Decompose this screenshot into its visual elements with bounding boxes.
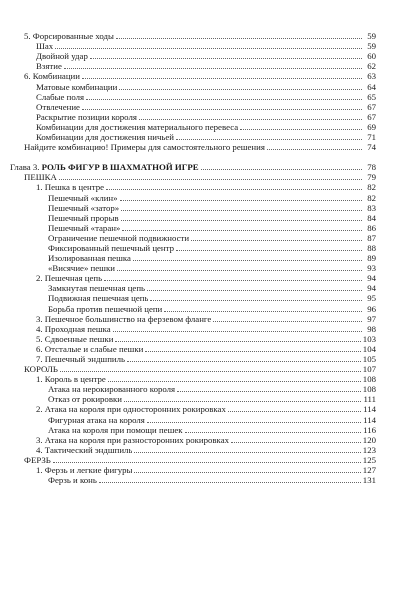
toc-entry[interactable]: [10, 253, 376, 263]
toc-entry[interactable]: [10, 61, 376, 71]
toc-entry[interactable]: [10, 192, 376, 202]
leader-dots: [108, 381, 361, 382]
toc-entry-title: Фиксированный пешечный центр: [48, 242, 174, 253]
toc-page-number: 86: [367, 222, 376, 233]
toc-entry-title: 1. Пешка в центре: [36, 182, 104, 193]
toc-entry-title: Пешечный «таран»: [48, 222, 121, 233]
toc-section-top: [10, 31, 376, 152]
toc-page-number: 74: [367, 142, 376, 153]
toc-page-number: 105: [362, 354, 376, 364]
toc-entry-title: Отказ от рокировки: [48, 394, 122, 405]
toc-entry[interactable]: [10, 354, 376, 364]
toc-entry[interactable]: [10, 51, 376, 61]
toc-entry[interactable]: [10, 334, 376, 344]
leader-dots: [185, 432, 362, 433]
toc-page-number: 67: [367, 111, 376, 122]
toc-entry[interactable]: [10, 102, 376, 112]
toc-entry-title: 4. Проходная пешка: [36, 323, 111, 334]
leader-dots: [127, 361, 361, 362]
toc-entry[interactable]: [10, 142, 376, 152]
leader-dots: [191, 240, 362, 241]
toc-entry[interactable]: [10, 203, 376, 213]
toc-page-number: 98: [367, 323, 376, 334]
toc-entry[interactable]: [10, 425, 376, 435]
toc-page-number: 93: [367, 263, 376, 274]
toc-entry-title: Пешечный «клин»: [48, 192, 118, 203]
leader-dots: [201, 169, 362, 170]
toc-page-number: 89: [367, 253, 376, 264]
leader-dots: [145, 351, 360, 352]
toc-page-number: 87: [367, 232, 376, 243]
toc-page-number: 123: [362, 444, 376, 455]
toc-page-number: 111: [363, 394, 376, 405]
leader-dots: [164, 311, 362, 312]
toc-page-number: 97: [367, 313, 376, 324]
toc-page-number: 64: [367, 81, 376, 92]
toc-entry-title: Двойной удар: [36, 51, 88, 62]
toc-page-number: 107: [362, 364, 376, 375]
toc-entry-title: 2. Пешечная цепь: [36, 273, 103, 284]
toc-entry-title: Ограничение пешечной подвижности: [48, 232, 190, 243]
toc-entry[interactable]: [10, 132, 376, 142]
toc-entry[interactable]: [10, 213, 376, 223]
toc-entry-title: Пешечный «затор»: [48, 202, 120, 213]
toc-entry-title: 3. Пешечное большинство на ферзевом фланге: [36, 313, 212, 324]
leader-dots: [60, 371, 361, 372]
toc-entry-title: 6. Комбинации: [24, 71, 80, 82]
toc-entry[interactable]: [10, 445, 376, 455]
toc-page-number: 83: [367, 202, 376, 213]
toc-entry-title: Слабые поля: [36, 91, 85, 102]
toc-entry-title: Подвижная пешечная цепь: [48, 293, 149, 304]
toc-entry[interactable]: [10, 182, 376, 192]
toc-entry[interactable]: [10, 273, 376, 283]
toc-entry-title: Борьба против пешечной цепи: [48, 303, 163, 314]
leader-dots: [99, 482, 361, 483]
toc-page-number: 94: [367, 273, 376, 284]
toc-entry[interactable]: [10, 435, 376, 445]
toc-page-number: 71: [367, 132, 376, 143]
toc-page-number: 62: [367, 61, 376, 72]
toc-entry[interactable]: [10, 384, 376, 394]
leader-dots: [113, 331, 362, 332]
leader-dots: [228, 411, 361, 412]
toc-page-number: 103: [362, 333, 376, 344]
chapter-heading[interactable]: [10, 162, 376, 172]
leader-dots: [53, 462, 361, 463]
toc-entry-title: Изолированная пешка: [48, 253, 131, 264]
toc-page-number: 69: [367, 121, 376, 132]
toc-page-number: 88: [367, 242, 376, 253]
toc-entry[interactable]: [10, 41, 376, 51]
leader-dots: [134, 452, 360, 453]
leader-dots: [82, 109, 362, 110]
leader-dots: [121, 220, 362, 221]
toc-page-number: 96: [367, 303, 376, 314]
toc-entry-title: ПЕШКА: [24, 172, 57, 183]
toc-entry[interactable]: [10, 344, 376, 354]
toc-entry-title: ФЕРЗЬ: [24, 454, 51, 465]
toc-entry[interactable]: [10, 475, 376, 485]
toc-entry-title: 5. Сдвоенные пешки: [36, 333, 114, 344]
toc-entry[interactable]: [10, 233, 376, 243]
leader-dots: [150, 300, 362, 301]
toc-entry-title: Атака на короля при помощи пешек: [48, 424, 183, 435]
leader-dots: [115, 341, 360, 342]
leader-dots: [176, 139, 362, 140]
toc-entry[interactable]: [10, 243, 376, 253]
toc-page-number: 108: [362, 374, 376, 385]
toc-entry[interactable]: [10, 293, 376, 303]
toc-page-number: 60: [367, 51, 376, 62]
toc-entry[interactable]: [10, 112, 376, 122]
toc-page-number: 108: [362, 384, 376, 395]
leader-dots: [267, 149, 362, 150]
leader-dots: [147, 290, 362, 291]
leader-dots: [176, 250, 362, 251]
toc-entry-title: 4. Тактический эндшпиль: [36, 444, 133, 455]
leader-dots: [117, 270, 362, 271]
toc-page-number: 104: [362, 343, 376, 354]
toc-entry-title: Замкнутая пешечная цепь: [48, 283, 146, 294]
toc-entry-title: «Висячие» пешки: [48, 263, 115, 274]
leader-dots: [120, 200, 362, 201]
leader-dots: [119, 89, 362, 90]
toc-entry[interactable]: [10, 263, 376, 273]
section-gap: [10, 152, 376, 162]
leader-dots: [90, 58, 362, 59]
toc-entry[interactable]: [10, 122, 376, 132]
toc-entry[interactable]: [10, 172, 376, 182]
toc-page-number: 84: [367, 212, 376, 223]
toc-entry-title: Отвлечение: [36, 101, 80, 112]
toc-entry[interactable]: [10, 404, 376, 414]
toc-page-number: 125: [362, 454, 376, 465]
toc-entry[interactable]: [10, 414, 376, 424]
toc-page-number: 59: [367, 31, 376, 42]
leader-dots: [177, 391, 361, 392]
toc-entry-title: Комбинации для достижения ничьей: [36, 132, 174, 143]
leader-dots: [240, 129, 362, 130]
toc-entry[interactable]: [10, 92, 376, 102]
toc-page-number: 131: [362, 475, 376, 486]
leader-dots: [147, 422, 361, 423]
toc-entry-title: Шах: [36, 41, 54, 52]
toc-entry[interactable]: [10, 364, 376, 374]
toc-page-number: 95: [367, 293, 376, 304]
leader-dots: [116, 38, 362, 39]
toc-entry-title: Комбинации для достижения материального перевеса: [36, 121, 239, 132]
toc-page-number: 82: [367, 182, 376, 193]
leader-dots: [104, 280, 362, 281]
leader-dots: [121, 210, 362, 211]
toc-entry-title: Найдите комбинацию! Примеры для самостоятельного решения: [24, 142, 265, 153]
leader-dots: [59, 179, 362, 180]
toc-entry-title: Взятие: [36, 61, 62, 72]
leader-dots: [213, 321, 362, 322]
toc-page-number: 82: [367, 192, 376, 203]
toc-entry[interactable]: [10, 374, 376, 384]
toc-entry-title: Раскрытие позиции короля: [36, 111, 137, 122]
toc-page-number: 120: [362, 434, 376, 445]
toc-page-number: 67: [367, 101, 376, 112]
toc-page-number: 79: [367, 172, 376, 183]
leader-dots: [106, 189, 362, 190]
toc-entry-title: 1. Король в центре: [36, 374, 106, 385]
leader-dots: [231, 442, 361, 443]
toc-page-number: 116: [363, 424, 376, 435]
toc-entry[interactable]: [10, 465, 376, 475]
toc-entry-title: Матовые комбинации: [36, 81, 118, 92]
leader-dots: [64, 68, 362, 69]
leader-dots: [124, 401, 362, 402]
chapter-name: РОЛЬ ФИГУР В ШАХМАТНОЙ ИГРЕ: [41, 162, 199, 173]
toc-page-number: 127: [362, 465, 376, 476]
toc-page-number: 63: [367, 71, 376, 82]
chapter-title: [10, 162, 199, 172]
leader-dots: [122, 230, 362, 231]
toc-section-bottom: [10, 172, 376, 485]
toc-entry[interactable]: [10, 71, 376, 81]
toc-entry[interactable]: [10, 394, 376, 404]
toc-entry[interactable]: [10, 223, 376, 233]
toc-entry-title: 3. Атака на короля при разносторонних рокировках: [36, 434, 230, 445]
toc-entry-title: Фигурная атака на короля: [48, 414, 145, 425]
toc-page-number: 94: [367, 283, 376, 294]
chapter-prefix: Глава 3.: [10, 162, 40, 173]
toc-entry-title: 5. Форсированные ходы: [24, 31, 114, 42]
toc-entry-title: Пешечный прорыв: [48, 212, 119, 223]
toc-entry-title: Ферзь и конь: [48, 475, 97, 486]
chapter-page-number: 78: [367, 162, 376, 173]
toc-entry[interactable]: [10, 455, 376, 465]
toc-entry-title: Атака на нерокированного короля: [48, 384, 176, 395]
toc-page-number: 65: [367, 91, 376, 102]
toc-entry[interactable]: [10, 324, 376, 334]
leader-dots: [133, 260, 362, 261]
toc-entry-title: 6. Отсталые и слабые пешки: [36, 343, 144, 354]
toc-entry-title: КОРОЛЬ: [24, 364, 58, 375]
toc-page-number: 114: [363, 404, 376, 415]
toc-page-number: 59: [367, 41, 376, 52]
leader-dots: [86, 99, 362, 100]
leader-dots: [134, 472, 360, 473]
toc-entry-title: 1. Ферзь и легкие фигуры: [36, 465, 133, 476]
toc-entry-title: 7. Пешечный эндшпиль: [36, 354, 126, 364]
toc-entry[interactable]: [10, 31, 376, 41]
toc-page-number: 114: [363, 414, 376, 425]
toc-entry[interactable]: [10, 81, 376, 91]
toc-entry-title: 2. Атака на короля при односторонних рокировках: [36, 404, 226, 415]
leader-dots: [82, 78, 362, 79]
toc-entry[interactable]: [10, 283, 376, 293]
toc-entry[interactable]: [10, 314, 376, 324]
toc-entry[interactable]: [10, 303, 376, 313]
leader-dots: [55, 48, 362, 49]
leader-dots: [139, 119, 362, 120]
